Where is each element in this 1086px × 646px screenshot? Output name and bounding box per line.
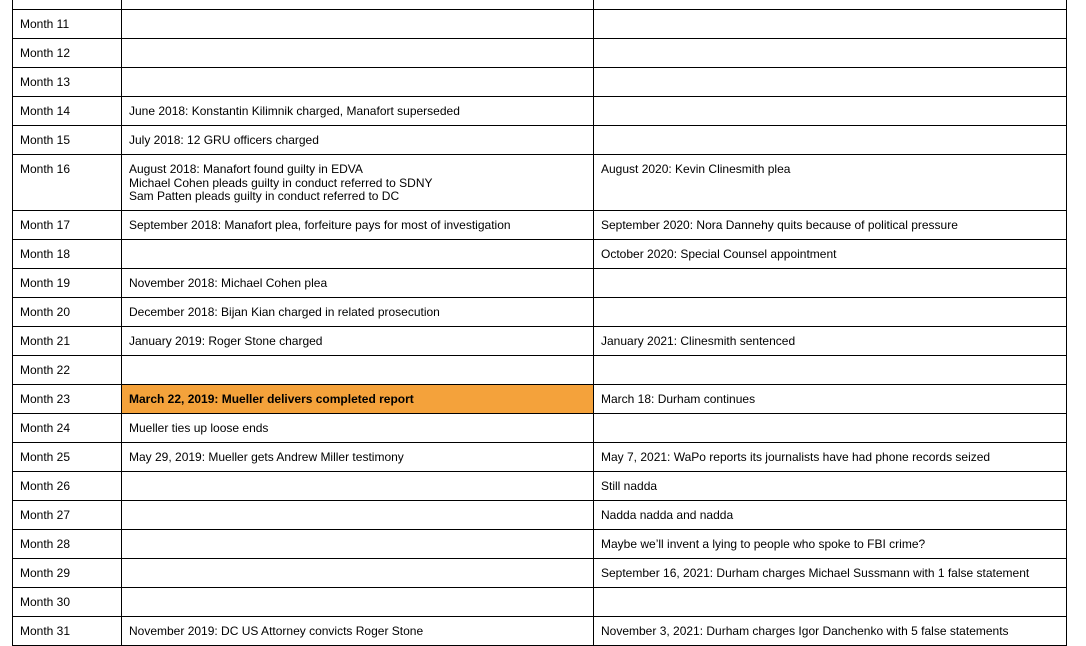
durham-cell[interactable]: March 18: Durham continues bbox=[594, 385, 1067, 414]
mueller-cell[interactable]: Mueller ties up loose ends bbox=[122, 414, 594, 443]
table-row bbox=[13, 443, 1067, 472]
durham-cell[interactable] bbox=[594, 97, 1067, 126]
durham-cell[interactable]: August 2020: Kevin Clinesmith plea bbox=[594, 155, 1067, 211]
mueller-cell[interactable] bbox=[122, 472, 594, 501]
table-row bbox=[13, 97, 1067, 126]
table-row bbox=[13, 298, 1067, 327]
month-cell[interactable]: Month 29 bbox=[13, 559, 122, 588]
month-cell[interactable]: Month 17 bbox=[13, 211, 122, 240]
table-row bbox=[13, 356, 1067, 385]
month-cell[interactable]: Month 22 bbox=[13, 356, 122, 385]
table-row bbox=[13, 588, 1067, 617]
mueller-cell[interactable] bbox=[122, 68, 594, 97]
table-row bbox=[13, 240, 1067, 269]
table-row bbox=[13, 269, 1067, 298]
mueller-cell[interactable]: January 2019: Roger Stone charged bbox=[122, 327, 594, 356]
month-cell[interactable]: Month 13 bbox=[13, 68, 122, 97]
month-cell[interactable]: Month 30 bbox=[13, 588, 122, 617]
mueller-cell[interactable] bbox=[122, 39, 594, 68]
mueller-cell[interactable] bbox=[122, 10, 594, 39]
table-row bbox=[13, 617, 1067, 646]
month-cell[interactable]: Month 23 bbox=[13, 385, 122, 414]
table-row bbox=[13, 39, 1067, 68]
timeline-table-body bbox=[13, 0, 1067, 646]
month-cell[interactable]: Month 15 bbox=[13, 126, 122, 155]
mueller-cell[interactable]: November 2019: DC US Attorney convicts Roger Stone bbox=[122, 617, 594, 646]
month-cell[interactable]: Month 21 bbox=[13, 327, 122, 356]
durham-cell[interactable] bbox=[594, 298, 1067, 327]
month-cell[interactable]: Month 28 bbox=[13, 530, 122, 559]
month-cell[interactable]: Month 18 bbox=[13, 240, 122, 269]
month-cell[interactable]: Month 20 bbox=[13, 298, 122, 327]
durham-cell[interactable] bbox=[594, 10, 1067, 39]
mueller-cell[interactable] bbox=[122, 356, 594, 385]
durham-cell[interactable] bbox=[594, 269, 1067, 298]
table-row bbox=[13, 385, 1067, 414]
timeline-table bbox=[12, 0, 1067, 646]
timeline-sheet bbox=[12, 0, 1066, 646]
month-cell[interactable]: Month 26 bbox=[13, 472, 122, 501]
durham-cell[interactable]: November 3, 2021: Durham charges Igor Danchenko with 5 false statements bbox=[594, 617, 1067, 646]
mueller-cell-highlighted[interactable]: March 22, 2019: Mueller delivers completed report bbox=[122, 385, 594, 414]
durham-cell[interactable]: January 2021: Clinesmith sentenced bbox=[594, 327, 1067, 356]
month-cell[interactable]: Month 14 bbox=[13, 97, 122, 126]
mueller-cell[interactable]: August 2018: Manafort found guilty in EDVA Michael Cohen pleads guilty in conduct referred to SDNY Sam Patten pleads guilty in conduct referred to DC bbox=[122, 155, 594, 211]
durham-cell[interactable]: Still nadda bbox=[594, 472, 1067, 501]
month-cell[interactable]: Month 31 bbox=[13, 617, 122, 646]
month-cell[interactable]: Month 24 bbox=[13, 414, 122, 443]
mueller-cell[interactable]: November 2018: Michael Cohen plea bbox=[122, 269, 594, 298]
month-cell[interactable]: Month 25 bbox=[13, 443, 122, 472]
mueller-cell[interactable] bbox=[122, 530, 594, 559]
month-cell[interactable]: Month 12 bbox=[13, 39, 122, 68]
durham-cell[interactable]: Maybe we’ll invent a lying to people who spoke to FBI crime? bbox=[594, 530, 1067, 559]
month-cell[interactable] bbox=[13, 0, 122, 10]
mueller-cell[interactable] bbox=[122, 588, 594, 617]
durham-cell[interactable] bbox=[594, 68, 1067, 97]
table-row bbox=[13, 68, 1067, 97]
table-row bbox=[13, 501, 1067, 530]
durham-cell[interactable] bbox=[594, 414, 1067, 443]
mueller-cell[interactable] bbox=[122, 240, 594, 269]
durham-cell[interactable] bbox=[594, 0, 1067, 10]
mueller-cell[interactable]: May 29, 2019: Mueller gets Andrew Miller testimony bbox=[122, 443, 594, 472]
table-row bbox=[13, 126, 1067, 155]
mueller-cell[interactable]: December 2018: Bijan Kian charged in related prosecution bbox=[122, 298, 594, 327]
table-row bbox=[13, 155, 1067, 211]
month-cell[interactable]: Month 27 bbox=[13, 501, 122, 530]
month-cell[interactable]: Month 19 bbox=[13, 269, 122, 298]
table-row bbox=[13, 0, 1067, 10]
table-row bbox=[13, 211, 1067, 240]
durham-cell[interactable] bbox=[594, 356, 1067, 385]
mueller-cell[interactable]: September 2018: Manafort plea, forfeiture pays for most of investigation bbox=[122, 211, 594, 240]
month-cell[interactable]: Month 16 bbox=[13, 155, 122, 211]
table-row bbox=[13, 559, 1067, 588]
mueller-cell[interactable]: July 2018: 12 GRU officers charged bbox=[122, 126, 594, 155]
durham-cell[interactable]: May 7, 2021: WaPo reports its journalists have had phone records seized bbox=[594, 443, 1067, 472]
durham-cell[interactable]: October 2020: Special Counsel appointment bbox=[594, 240, 1067, 269]
durham-cell[interactable]: Nadda nadda and nadda bbox=[594, 501, 1067, 530]
durham-cell[interactable]: September 2020: Nora Dannehy quits because of political pressure bbox=[594, 211, 1067, 240]
table-row bbox=[13, 472, 1067, 501]
durham-cell[interactable] bbox=[594, 39, 1067, 68]
table-row bbox=[13, 327, 1067, 356]
month-cell[interactable]: Month 11 bbox=[13, 10, 122, 39]
durham-cell[interactable] bbox=[594, 126, 1067, 155]
mueller-cell[interactable] bbox=[122, 0, 594, 10]
mueller-cell[interactable] bbox=[122, 559, 594, 588]
mueller-cell[interactable]: June 2018: Konstantin Kilimnik charged, Manafort superseded bbox=[122, 97, 594, 126]
table-row bbox=[13, 10, 1067, 39]
mueller-cell[interactable] bbox=[122, 501, 594, 530]
durham-cell[interactable] bbox=[594, 588, 1067, 617]
table-row bbox=[13, 414, 1067, 443]
table-row bbox=[13, 530, 1067, 559]
durham-cell[interactable]: September 16, 2021: Durham charges Michael Sussmann with 1 false statement bbox=[594, 559, 1067, 588]
